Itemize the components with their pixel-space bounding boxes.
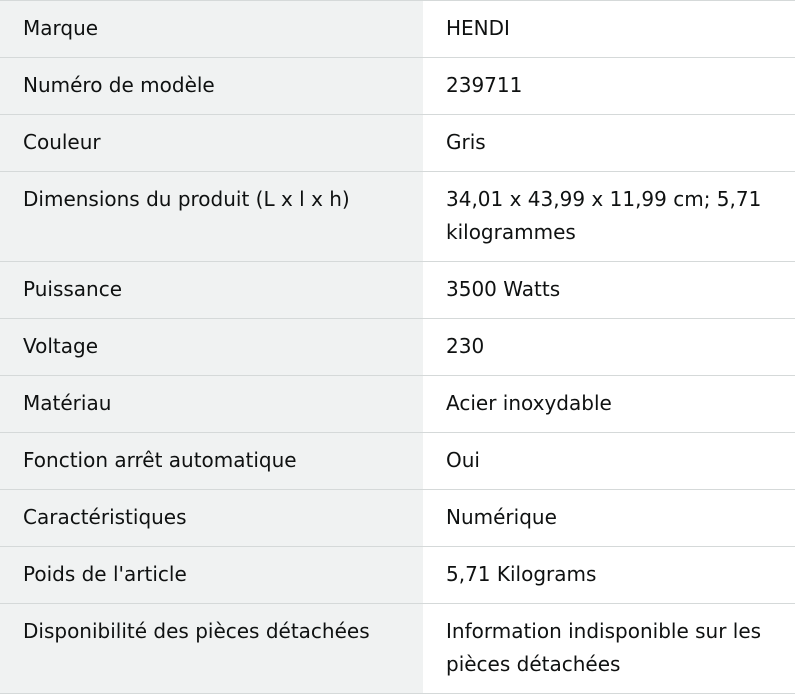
spec-label: Fonction arrêt automatique bbox=[0, 433, 423, 490]
table-row bbox=[0, 172, 795, 262]
spec-value: Oui bbox=[423, 433, 795, 490]
spec-value: Gris bbox=[423, 115, 795, 172]
spec-value: 239711 bbox=[423, 58, 795, 115]
spec-label: Couleur bbox=[0, 115, 423, 172]
table-row bbox=[0, 547, 795, 604]
table-row bbox=[0, 490, 795, 547]
table-row bbox=[0, 115, 795, 172]
spec-label: Disponibilité des pièces détachées bbox=[0, 604, 423, 694]
table-row bbox=[0, 58, 795, 115]
spec-label: Puissance bbox=[0, 262, 423, 319]
spec-value: Numérique bbox=[423, 490, 795, 547]
spec-value: Information indisponible sur les pièces détachées bbox=[423, 604, 795, 694]
spec-value: 230 bbox=[423, 319, 795, 376]
spec-label: Dimensions du produit (L x l x h) bbox=[0, 172, 423, 262]
table-row bbox=[0, 262, 795, 319]
spec-value: Acier inoxydable bbox=[423, 376, 795, 433]
spec-label: Voltage bbox=[0, 319, 423, 376]
spec-label: Poids de l'article bbox=[0, 547, 423, 604]
spec-label: Matériau bbox=[0, 376, 423, 433]
spec-value: HENDI bbox=[423, 1, 795, 58]
table-row bbox=[0, 319, 795, 376]
table-row bbox=[0, 1, 795, 58]
spec-label: Marque bbox=[0, 1, 423, 58]
spec-value: 3500 Watts bbox=[423, 262, 795, 319]
table-row bbox=[0, 433, 795, 490]
spec-label: Numéro de modèle bbox=[0, 58, 423, 115]
spec-value: 34,01 x 43,99 x 11,99 cm; 5,71 kilogrammes bbox=[423, 172, 795, 262]
spec-label: Caractéristiques bbox=[0, 490, 423, 547]
table-row bbox=[0, 604, 795, 694]
table-row bbox=[0, 376, 795, 433]
spec-value: 5,71 Kilograms bbox=[423, 547, 795, 604]
